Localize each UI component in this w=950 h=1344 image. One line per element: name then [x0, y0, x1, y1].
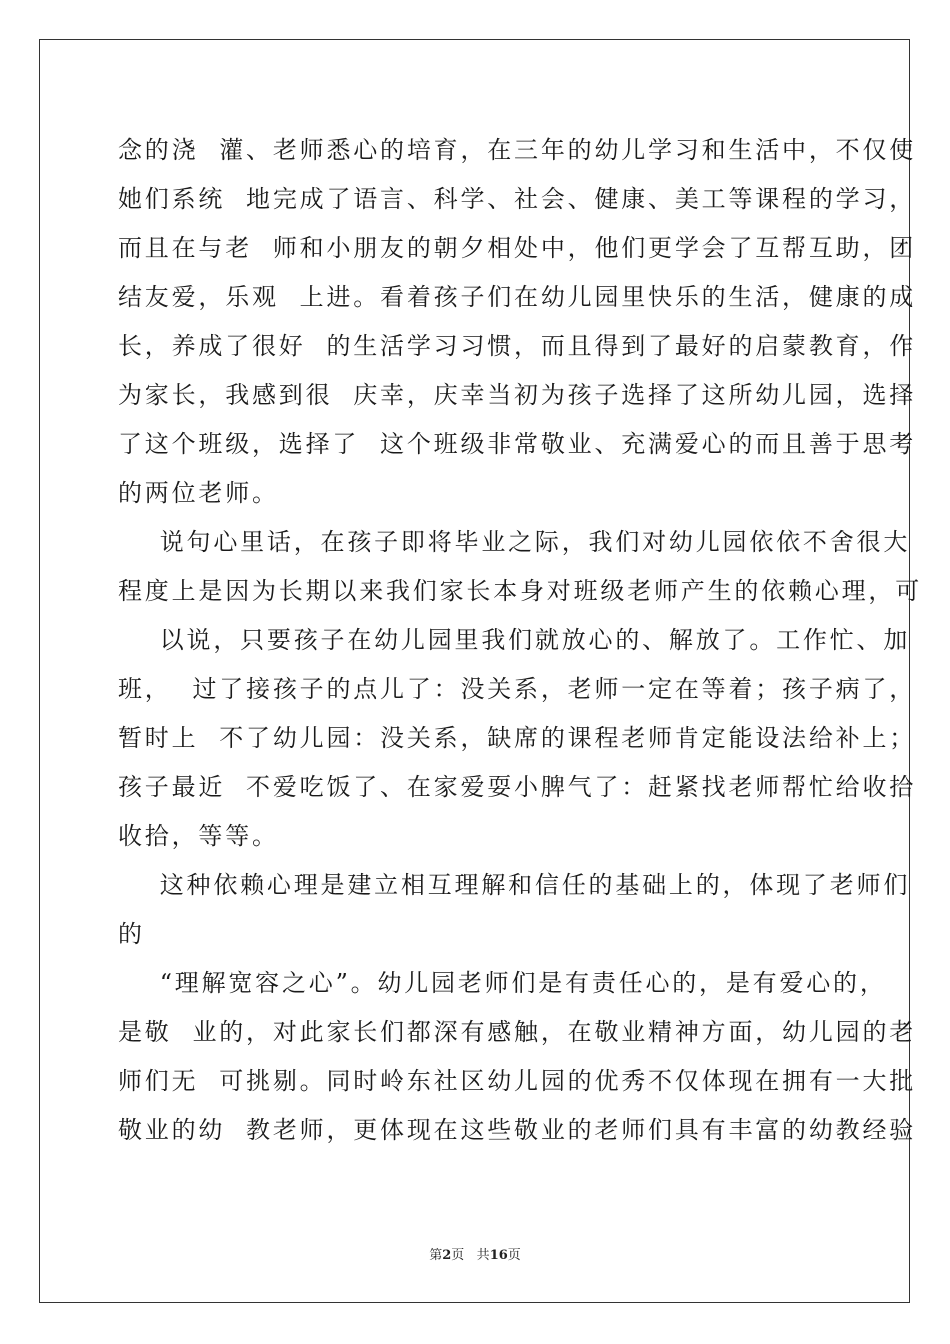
total-label-suffix: 页: [507, 1248, 521, 1263]
total-label-prefix: 共: [476, 1248, 490, 1263]
page-number: 2: [442, 1248, 452, 1263]
text-line: 而且在与老 师和小朋友的朝夕相处中，他们更学会了互帮互助，团: [118, 234, 917, 262]
page-label-prefix: 第: [429, 1248, 443, 1263]
total-pages: 16: [489, 1248, 508, 1263]
text-line: 长，养成了很好 的生活学习习惯，而且得到了最好的启蒙教育，作: [118, 332, 917, 360]
text-line: 为家长，我感到很 庆幸，庆幸当初为孩子选择了这所幼儿园，选择: [118, 381, 917, 409]
text-line: 说句心里话，在孩子即将毕业之际，我们对幼儿园依依不舍很大: [118, 528, 911, 556]
text-line: 班， 过了接孩子的点儿了：没关系，老师一定在等着；孩子病了，: [118, 675, 917, 703]
text-line: 是敬 业的，对此家长们都深有感触，在敬业精神方面，幼儿园的老: [118, 1018, 917, 1046]
text-line: 这种依赖心理是建立相互理解和信任的基础上的，体现了老师们: [118, 871, 911, 899]
text-line: 的两位老师。: [118, 479, 279, 507]
document-body: [118, 126, 922, 1155]
text-line: 师们无 可挑剔。同时岭东社区幼儿园的优秀不仅体现在拥有一大批: [118, 1067, 917, 1095]
page-footer: [0, 1246, 950, 1266]
text-line: 收拾，等等。: [118, 822, 279, 850]
text-line: 的: [118, 920, 145, 948]
text-line: “理解宽容之心”。幼儿园老师们是有责任心的，是有爱心的，: [118, 969, 887, 997]
text-line: 敬业的幼 教老师，更体现在这些敬业的老师们具有丰富的幼教经验: [118, 1116, 917, 1144]
page-label-suffix: 页: [451, 1248, 465, 1263]
text-line: 她们系统 地完成了语言、科学、社会、健康、美工等课程的学习，: [118, 185, 917, 213]
text-line: 程度上是因为长期以来我们家长本身对班级老师产生的依赖心理，可: [118, 577, 922, 605]
text-line: 暂时上 不了幼儿园：没关系，缺席的课程老师肯定能设法给补上；: [118, 724, 917, 752]
text-line: 结友爱，乐观 上进。看着孩子们在幼儿园里快乐的生活，健康的成: [118, 283, 917, 311]
text-line: 以说，只要孩子在幼儿园里我们就放心的、解放了。工作忙、加: [118, 626, 911, 654]
text-line: 念的浇 灌、老师悉心的培育，在三年的幼儿学习和生活中，不仅使: [118, 136, 917, 164]
text-line: 了这个班级，选择了 这个班级非常敬业、充满爱心的而且善于思考: [118, 430, 917, 458]
text-line: 孩子最近 不爱吃饭了、在家爱耍小脾气了：赶紧找老师帮忙给收拾: [118, 773, 917, 801]
